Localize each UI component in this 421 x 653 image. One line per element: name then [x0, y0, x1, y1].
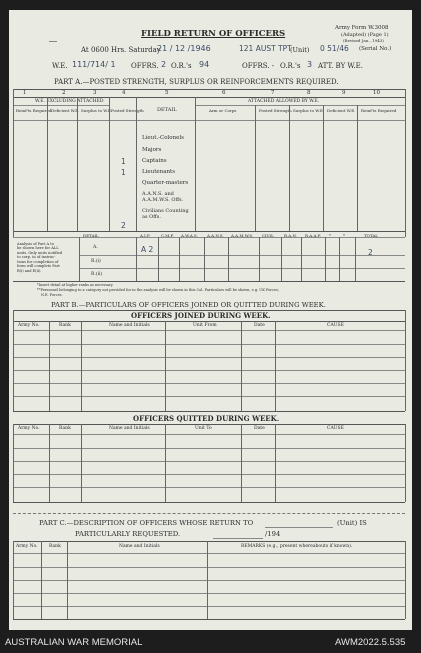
- att-by-we-label: ATT. BY W.E.: [318, 62, 363, 70]
- sub-posted-strength-2: Posted Strength: [259, 108, 292, 113]
- offrs-value: 2: [161, 60, 167, 69]
- col-num-5: 5: [165, 90, 169, 96]
- rank-qm: Quarter-masters: [142, 180, 189, 186]
- an-aamws: A.A.M.W.S.: [231, 233, 254, 238]
- posted-captains: 1: [121, 157, 126, 166]
- posted-lieutenants: 1: [121, 168, 126, 177]
- col-num-7: 7: [271, 90, 275, 96]
- note-3: N.E. Forces.: [41, 293, 63, 297]
- joined-name: Name and Initials: [109, 323, 150, 328]
- part-c-line1: PART C.—DESCRIPTION OF OFFICERS WHOSE RETURN TO: [39, 519, 254, 527]
- quitted-name: Name and Initials: [109, 426, 150, 431]
- an-raaf: R.A.A.F.: [305, 233, 322, 238]
- footer-bar: [0, 630, 421, 653]
- col-num-9: 9: [342, 90, 346, 96]
- rank-civilians: Civilians Counting as Offs.: [142, 208, 189, 220]
- sub-deficient-2: Deficient W.E.: [327, 108, 356, 113]
- rank-captains: Captains: [142, 158, 167, 164]
- detail-heading: DETAIL: [157, 107, 177, 113]
- note-1: *Insert detail at higher ranks as necessary.: [37, 283, 114, 287]
- col-num-4: 4: [122, 90, 126, 96]
- an-aans: A.A.N.S.: [207, 233, 224, 238]
- quitted-date: Date: [254, 426, 265, 431]
- an-awas: A.W.A.S.: [181, 233, 198, 238]
- unit-suffix: (Unit): [290, 46, 310, 54]
- rank-lt-col: Lieut.-Colonels: [142, 135, 184, 141]
- form-title: FIELD RETURN OF OFFICERS: [141, 29, 286, 39]
- col-num-10: 10: [373, 90, 380, 96]
- quitted-rank: Rank: [59, 426, 71, 431]
- col-num-2: 2: [62, 90, 66, 96]
- rank-lieutenants: Lieutenants: [142, 169, 176, 175]
- offrs-att-label: OFFRS. -: [242, 62, 275, 70]
- at-time-label: At 0600 Hrs. Saturday: [81, 46, 161, 54]
- sub-deficient: Deficient W.E.: [51, 108, 80, 113]
- joined-rank: Rank: [59, 323, 71, 328]
- we-excluding-attached: W.E. EXCLUDING ATTACHED: [35, 99, 104, 104]
- c-remarks: REMARKS (e.g., present whereabouts if known).: [241, 544, 353, 549]
- c-rank: Rank: [49, 544, 61, 549]
- unit-name: 121 AUST TPT: [239, 44, 292, 53]
- sub-surplus: Surplus to W.E.: [81, 108, 113, 113]
- ors-value: 94: [199, 60, 210, 69]
- an-ran: R.A.N.: [284, 233, 297, 238]
- c-army-no: Army No.: [16, 544, 38, 549]
- part-c-unit-is: (Unit) IS: [337, 519, 367, 527]
- row-r1: R.(i): [91, 259, 101, 264]
- quitted-title: OFFICERS QUITTED DURING WEEK.: [133, 414, 280, 423]
- row-a: A.: [93, 245, 98, 250]
- sub-reinf-required: Reinf'ts Required: [16, 108, 52, 113]
- col-num-1: 1: [23, 90, 27, 96]
- ors-label: O.R.'s: [171, 62, 192, 70]
- quitted-army-no: Army No.: [18, 426, 40, 431]
- sub-arm-corps: Arm or Corps: [209, 108, 237, 113]
- part-b-title: PART B.—PARTICULARS OF OFFICERS JOINED OR QUITTED DURING WEEK.: [51, 301, 326, 309]
- total-value: 2: [368, 248, 373, 257]
- aif-value: A 2: [141, 245, 154, 254]
- row-r2: R.(ii): [91, 272, 103, 277]
- an-total: TOTAL: [364, 233, 378, 238]
- form-number: Army Form W.3008: [335, 25, 389, 31]
- note-2: **Personnel belonging to a category not provided for in the analysis will be shown in this Col. Particulars will be shown, e.g. UK Forces;: [37, 288, 279, 292]
- analysis-instructions: Analysis of Part A to be shown here for ALL units. Only units notified to corp. in of instruc- tions for completion of form will complete Part B(i) and E(ii).: [17, 242, 63, 273]
- an-star-1: *: [329, 233, 331, 238]
- document-sheet: [9, 10, 412, 630]
- serial-suffix: (Serial No.): [359, 46, 392, 52]
- part-a-title: PART A.—POSTED STRENGTH, SURPLUS OR REINFORCEMENTS REQUIRED.: [54, 78, 339, 86]
- quitted-unit-to: Unit To: [195, 426, 212, 431]
- footer-institution: AUSTRALIAN WAR MEMORIAL: [5, 637, 143, 648]
- serial-number: 0 51/46: [320, 44, 349, 53]
- an-aif: A.I.F.: [140, 233, 151, 238]
- rank-majors: Majors: [142, 147, 162, 153]
- an-detail: DETAIL: [83, 233, 99, 238]
- footer-accession: AWM2022.5.535: [335, 637, 406, 648]
- joined-title: OFFICERS JOINED DURING WEEK.: [131, 311, 271, 320]
- col-num-6: 6: [222, 90, 226, 96]
- part-c-line2: PARTICULARLY REQUESTED.: [75, 530, 181, 538]
- joined-army-no: Army No.: [18, 323, 40, 328]
- return-date: 21 / 12 /1946: [157, 44, 211, 53]
- attached-allowed: ATTACHED ALLOWED BY W.E.: [248, 99, 320, 104]
- joined-date: Date: [254, 323, 265, 328]
- we-label: W.E.: [52, 62, 68, 70]
- sub-posted-strength: Posted Strength: [111, 108, 144, 113]
- form-revised: (Revised Jan., 1943): [343, 38, 384, 43]
- col-num-3: 3: [93, 90, 97, 96]
- joined-unit-from: Unit From: [193, 323, 217, 328]
- joined-cause: CAUSE: [327, 323, 344, 328]
- posted-total: 2: [121, 221, 126, 230]
- an-cmf: C.M.F.: [161, 233, 174, 238]
- an-civil: CIVIL: [262, 233, 274, 238]
- ors-att-label: O.R.'s: [280, 62, 301, 70]
- c-name: Name and Initials: [119, 544, 160, 549]
- an-star-2: *: [343, 233, 345, 238]
- form-adapted: (Adapted) (Page 1): [341, 32, 389, 38]
- rank-aans: A.A.N.S. and A.A.M.W.S. Offs.: [142, 191, 184, 203]
- quitted-cause: CAUSE: [327, 426, 344, 431]
- ors-att-value: 3: [307, 60, 313, 69]
- we-number: 111/714/ 1: [72, 60, 116, 69]
- sub-reinf-required-2: Reinf'ts Required: [361, 108, 397, 113]
- sub-surplus-2: Surplus to W.E.: [293, 108, 325, 113]
- col-num-8: 8: [307, 90, 311, 96]
- part-c-year: /194: [265, 530, 281, 538]
- offrs-label: OFFRS.: [131, 62, 159, 70]
